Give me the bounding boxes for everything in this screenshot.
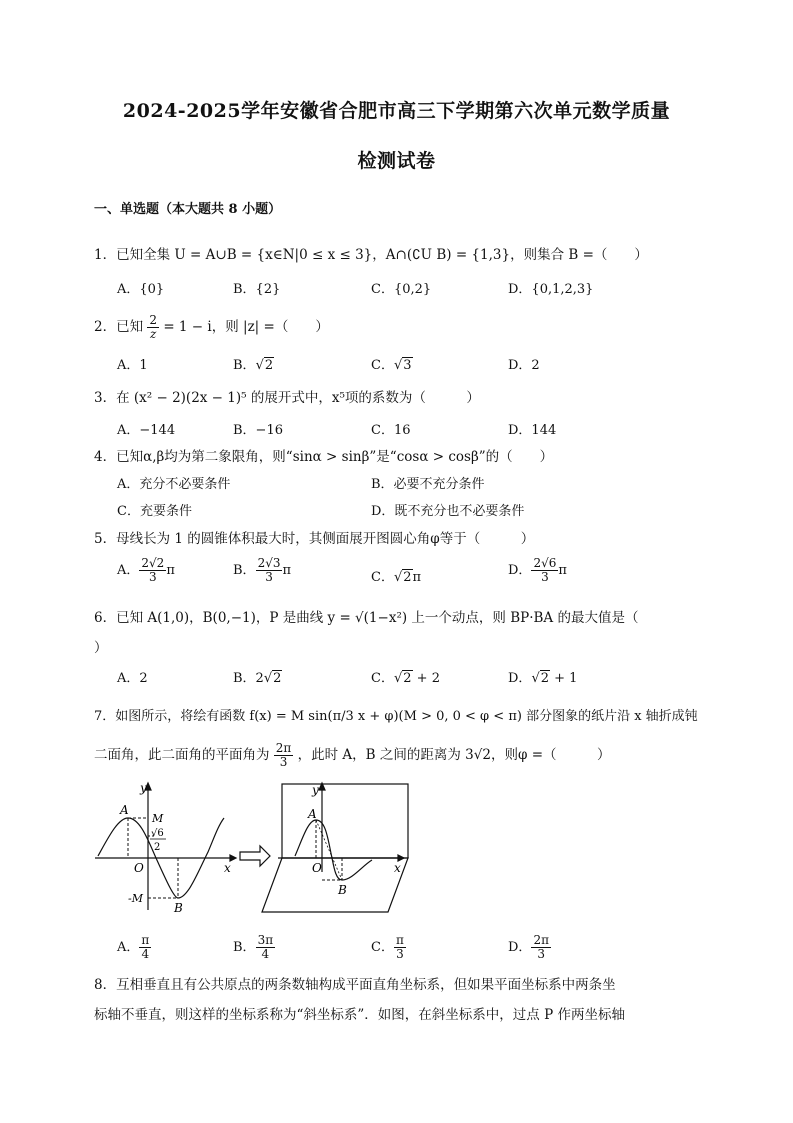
q7-option-b: B． $\frac{3\pi}{4}$: [233, 933, 274, 961]
question-6-cont: ）: [94, 640, 108, 656]
q4-option-d: D．既不充分也不必要条件: [371, 504, 525, 519]
q6-option-c: C．√2 + 2: [371, 671, 440, 686]
q2-option-d: D．2: [508, 358, 540, 373]
left-frac-num: √6: [151, 828, 164, 839]
left-m-label: M: [152, 812, 164, 825]
q6-option-b: B．2√2: [233, 671, 282, 686]
q7-option-c: C． $\frac{\pi}{3}$: [371, 933, 404, 961]
q2-option-c: C．√3: [371, 358, 412, 373]
left-point-a: A: [120, 803, 129, 817]
q4-option-c: C．充要条件: [117, 504, 192, 519]
right-point-b: B: [338, 883, 347, 897]
left-origin-label: O: [134, 861, 144, 875]
q6-option-d: D．√2 + 1: [508, 671, 578, 686]
q5-option-a: A． $\frac{2√2}{3}$ π: [117, 556, 175, 584]
transform-arrow: [240, 846, 270, 866]
right-origin-label: O: [312, 861, 322, 875]
left-neg-m-label: -M: [128, 892, 143, 905]
q2-option-b: B．√2: [233, 358, 274, 373]
q1-option-c: C．{0,2}: [371, 282, 432, 297]
question-7-line2: 二面角，此二面角的平面角为 $\frac{2\pi}{3}$ ，此时 A，B 之间的距离为 3√2，则φ =（ ）: [94, 741, 611, 769]
section-heading: 一、单选题（本大题共 8 小题）: [94, 202, 282, 217]
q5-option-c: C．√2π: [371, 570, 422, 585]
exam-title-line1: 2024-2025学年安徽省合肥市高三下学期第六次单元数学质量: [122, 100, 671, 122]
q4-option-b: B．必要不充分条件: [371, 477, 485, 492]
q5-option-d: D． $\frac{2√6}{3}$ π: [508, 556, 567, 584]
q1-option-b: B．{2}: [233, 282, 281, 297]
question-8: 8．互相垂直且有公共原点的两条数轴构成平面直角坐标系，但如果平面坐标系中两条坐: [94, 977, 616, 993]
q3-option-c: C．16: [371, 423, 411, 438]
left-point-b: B: [174, 901, 183, 915]
q3-option-a: A．−144: [117, 423, 176, 438]
question-3: 3．在 (x² − 2)(2x − 1)⁵ 的展开式中，x⁵项的系数为（ ）: [94, 390, 480, 406]
question-8-line2: 标轴不垂直，则这样的坐标系称为“斜坐标系”．如图，在斜坐标系中，过点 P 作两坐标轴: [94, 1007, 625, 1023]
question-7: 7．如图所示，将绘有函数 f(x) = M sin(π/3 x + φ)(M > 0, 0 < φ < π) 部分图象的纸片沿 x 轴折成钝: [94, 709, 698, 724]
question-1: 1．已知全集 U = A∪B = {x∈N|0 ≤ x ≤ 3}，A∩(∁U B) = {1,3}，则集合 B =（ ）: [94, 247, 648, 263]
left-graph: [95, 783, 236, 910]
question-4: 4．已知α,β均为第二象限角，则“sinα > sinβ”是“cosα > cosβ”的（ ）: [94, 449, 554, 465]
question-2: 2．已知 $\frac{2}{z}$ = 1 − i，则 |z| =（ ）: [94, 313, 329, 341]
exam-title-line2: 检测试卷: [357, 150, 436, 172]
q7-option-a: A． $\frac{\pi}{4}$: [117, 933, 150, 961]
q2-option-a: A．1: [117, 358, 148, 373]
q6-option-a: A．2: [117, 671, 148, 686]
question-6: 6．已知 A(1,0)，B(0,−1)，P 是曲线 y = √(1−x²) 上一个动点，则 BP·BA 的最大值是（: [94, 610, 639, 626]
left-frac-den: 2: [154, 842, 161, 853]
right-x-label: x: [394, 861, 401, 875]
right-graph: [262, 783, 408, 912]
q1-option-a: A．{0}: [117, 282, 165, 297]
q7-option-d: D． $\frac{2\pi}{3}$: [508, 933, 549, 961]
right-y-label: y: [312, 783, 319, 797]
q3-option-d: D．144: [508, 423, 557, 438]
q4-option-a: A．充分不必要条件: [117, 477, 231, 492]
q5-option-b: B． $\frac{2√3}{3}$ π: [233, 556, 292, 584]
left-x-label: x: [224, 861, 231, 875]
q3-option-b: B．−16: [233, 423, 283, 438]
left-y-label: y: [140, 781, 147, 795]
q7-figure: [90, 780, 420, 920]
right-point-a: A: [308, 807, 317, 821]
q1-option-d: D．{0,1,2,3}: [508, 282, 594, 297]
question-5: 5．母线长为 1 的圆锥体积最大时，其侧面展开图圆心角φ等于（ ）: [94, 531, 535, 547]
